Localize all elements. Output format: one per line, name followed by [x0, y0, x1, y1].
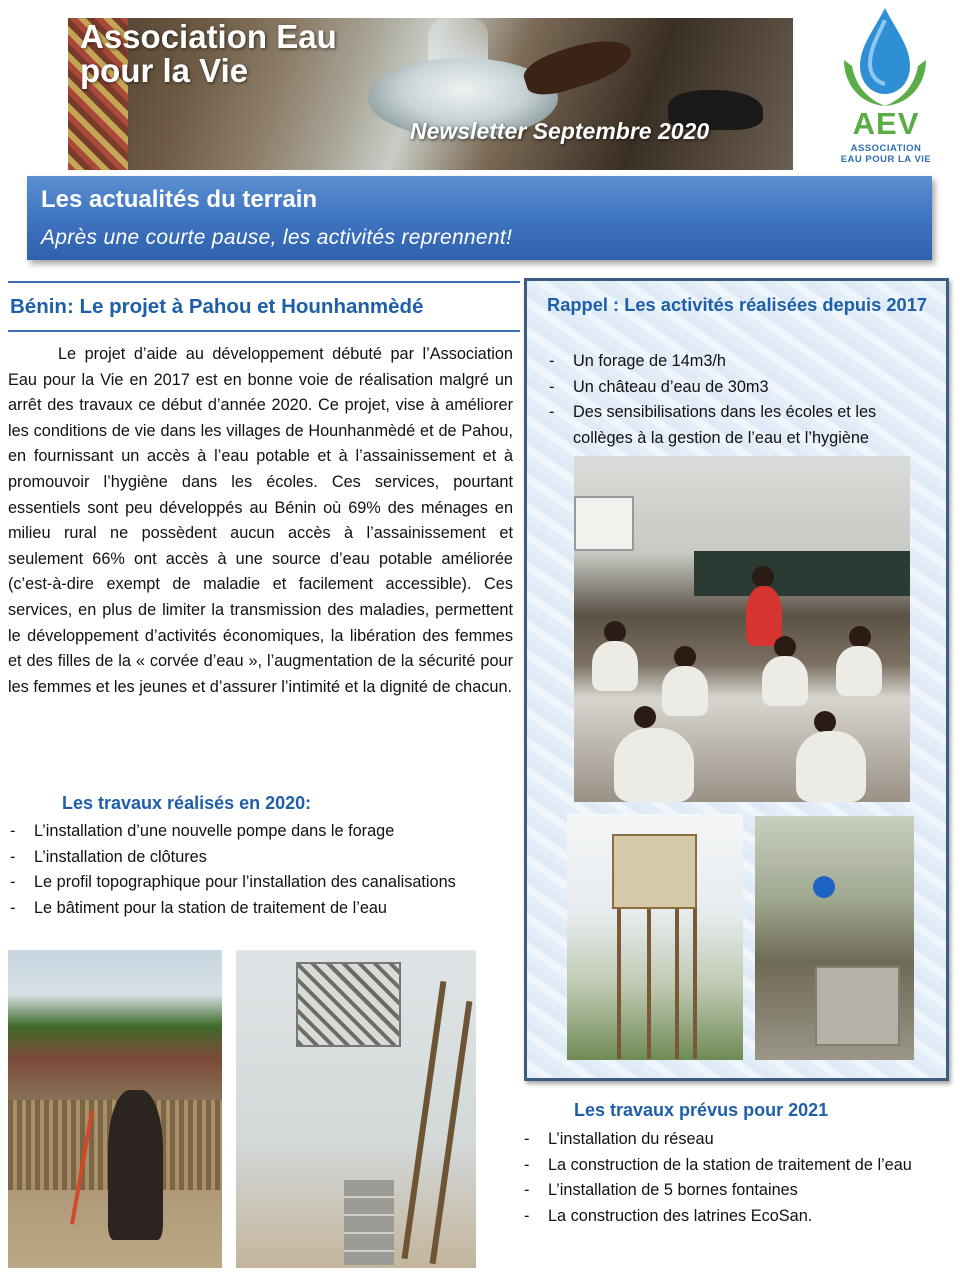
works-2021-list: [522, 1127, 947, 1229]
list-item: - Le bâtiment pour la station de traitement de l’eau: [8, 896, 508, 922]
list-item: - L’installation du réseau: [522, 1127, 947, 1153]
student: [836, 646, 882, 696]
student-head: [604, 621, 626, 643]
logo-name-line-2: EAU POUR LA VIE: [840, 154, 932, 165]
borehole-pump-photo: [755, 816, 914, 1060]
list-item: - Un forage de 14m3/h: [547, 349, 939, 375]
student-head: [674, 646, 696, 668]
list-item: - L’installation de 5 bornes fontaines: [522, 1178, 947, 1204]
newsletter-edition: Newsletter Septembre 2020: [410, 118, 710, 144]
student-head: [774, 636, 796, 658]
student: [762, 656, 808, 706]
treatment-station-building-photo: [236, 950, 476, 1268]
logo-abbreviation: AEV: [852, 106, 920, 141]
water-tank: [612, 834, 697, 909]
classroom-awareness-photo: [574, 456, 910, 802]
works-2020-list: [8, 819, 508, 921]
section-bottom-rule: [8, 330, 520, 332]
topographic-survey-photo: [8, 950, 222, 1268]
cinder-block-stack: [344, 1180, 394, 1265]
newsletter-title: Association Eau pour la Vie: [80, 18, 337, 89]
student: [614, 728, 694, 802]
list-item: - Un château d’eau de 30m3: [547, 375, 939, 401]
list-item: - L’installation de clôtures: [8, 845, 508, 871]
works-2021-heading: Les travaux prévus pour 2021: [574, 1100, 829, 1120]
classroom-window: [574, 496, 634, 551]
scaffold-pole: [693, 909, 697, 1059]
logo-association-name: [828, 143, 944, 165]
list-item: - La construction des latrines EcoSan.: [522, 1204, 947, 1230]
recap-list: [547, 349, 939, 451]
presenter-head: [752, 566, 774, 588]
classroom-blackboard: [694, 551, 910, 596]
works-2020-heading: Les travaux réalisés en 2020:: [62, 793, 312, 813]
scaffold-pole: [647, 909, 651, 1059]
student: [796, 731, 866, 802]
news-heading-bar: [27, 176, 932, 260]
news-heading-subtitle: Après une courte pause, les activités reprennent!: [41, 226, 513, 249]
list-item: - L’installation d’une nouvelle pompe dans le forage: [8, 819, 508, 845]
logo-name-line-1: ASSOCIATION: [850, 143, 922, 154]
student-head: [814, 711, 836, 733]
list-item: - Le profil topographique pour l’installation des canalisations: [8, 870, 508, 896]
student-head: [634, 706, 656, 728]
scaffold-pole: [675, 909, 679, 1059]
presenter-red-shirt: [746, 586, 782, 646]
recap-heading: Rappel : Les activités réalisées depuis 2017: [547, 294, 928, 315]
section-top-rule: [8, 281, 520, 283]
list-item: - La construction de la station de traitement de l’eau: [522, 1153, 947, 1179]
student: [662, 666, 708, 716]
scaffold-pole: [617, 909, 621, 1059]
list-item: - Des sensibilisations dans les écoles et les collèges à la gestion de l’eau et l’hygiène: [547, 400, 939, 451]
concrete-block: [815, 966, 900, 1046]
benin-project-paragraph: Le projet d’aide au développement débuté par l’Association Eau pour la Vie en 2017 est en bonne voie de réalisation malgré un arrêt des travaux ce début d’année 2020. Ce projet, vise à améliorer les conditions de vie dans les villages de Hounhanmèdé et de Pahou, en fournissant un accès à l’eau potable et à l’assainissement et à promouvoir l’hygiène dans les écoles. Ces services, pourtant essentiels sont peu développés au Bénin où 69% des ménages en milieu rural ne possèdent aucun accès à l’assainissement et seulement 66% ont accès à une source d’eau potable améliorée (c’est-à-dire exempt de maladie et facilement accessible). Ces services, en plus de limiter la transmission des maladies, permettent le développement d’activités économiques, la libération des femmes et des filles de la « corvée d’eau », l’augmentation de la sécurité pour les femmes et les jeunes et d’assurer l’intimité et la dignité de chacun.: [8, 345, 513, 696]
benin-section-title: Bénin: Le projet à Pahou et Hounhanmèdé: [10, 295, 424, 318]
water-tower-photo: [567, 814, 743, 1060]
news-heading-title: Les actualités du terrain: [41, 186, 318, 213]
surveyor: [108, 1090, 163, 1240]
student: [592, 641, 638, 691]
ventilation-grill: [296, 962, 401, 1047]
student-head: [849, 626, 871, 648]
banner-hand: [520, 30, 637, 102]
water-meter: [813, 876, 835, 898]
